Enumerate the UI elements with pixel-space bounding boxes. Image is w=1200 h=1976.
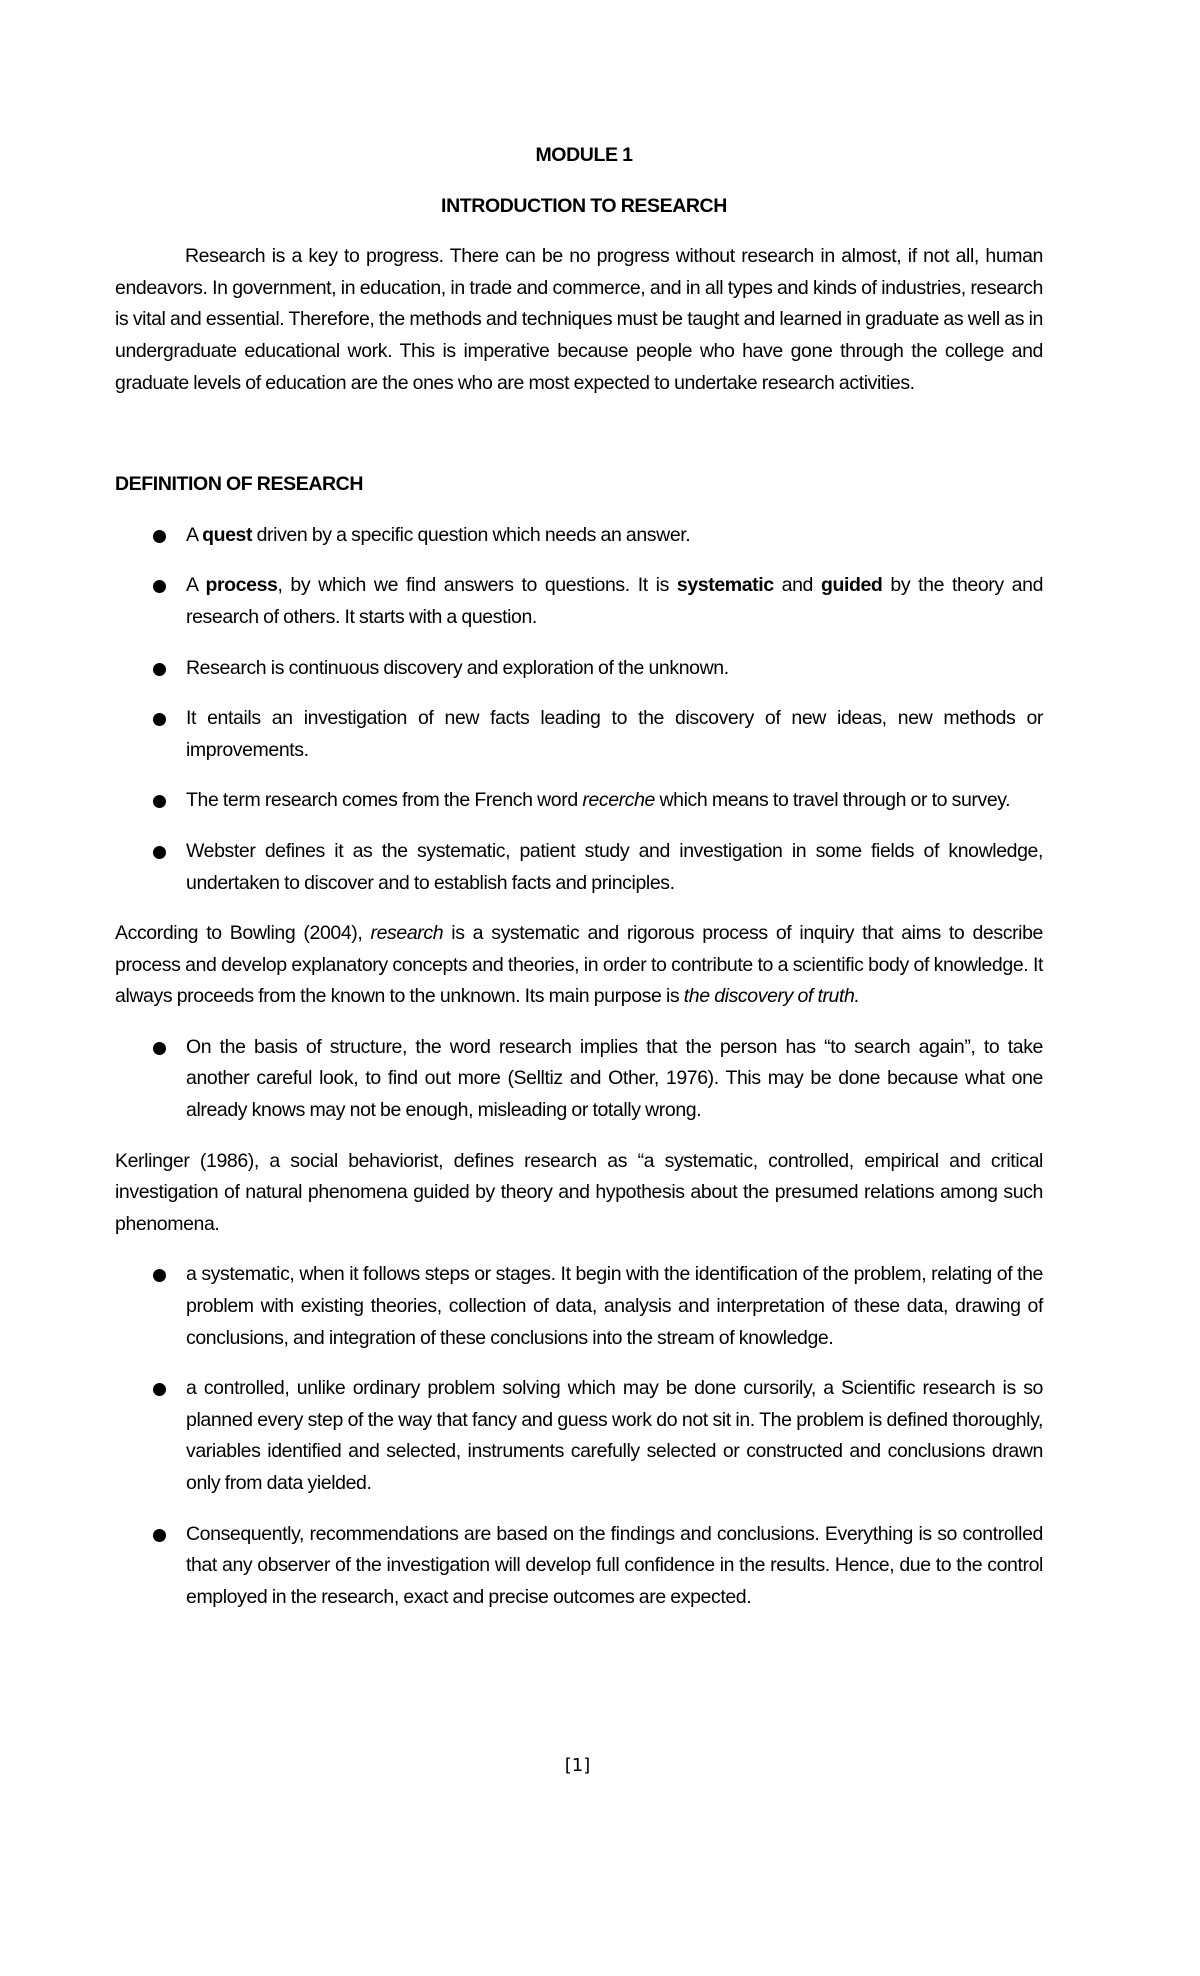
structure-list [115,1032,1043,1127]
bullet-icon [153,580,166,593]
definition-list [115,520,1043,899]
text-run: is a systematic and rigorous process of inquiry that aims to describe process and develop explanatory concepts and theories, in order to contribute to a scientific body of knowledge. It always proceeds from the known to the unknown. Its main purpose is [115,922,1043,1008]
bold-term-guided: guided [820,574,883,597]
kerlinger-item-controlled [115,1373,1043,1499]
document-body [115,140,1043,1613]
bold-term-systematic: systematic [676,574,774,597]
text-run: On the basis of structure, the word research implies that the person has “to search again”, to take another careful look, to find out more (Selltiz and Other, 1976). This may be done because what one already knows may not be enough, misleading or totally wrong. [186,1035,1043,1122]
bullet-icon [153,713,166,726]
definition-item-continuous [115,653,1043,685]
section-title: INTRODUCTION TO RESEARCH [441,194,727,217]
definition-heading: DEFINITION OF RESEARCH [115,473,364,496]
text-run: It entails an investigation of new facts leading to the discovery of new ideas, new methods or improvements. [186,707,1043,761]
bullet-icon [153,795,166,808]
text-run: , by which we find answers to questions. It is [277,574,677,597]
bold-term-process: process [205,574,278,597]
definition-item-investigation [115,703,1043,766]
bowling-paragraph [115,918,1043,1013]
text-run: by the theory and research of others. It starts with a question. [186,574,1044,628]
definition-item-quest [115,520,1043,552]
bullet-icon [153,1529,166,1542]
italic-term-truth: the discovery of truth. [683,985,860,1008]
text-run: and [773,574,821,597]
definition-item-webster [115,836,1043,899]
bold-term-quest: quest [202,523,253,546]
module-title: MODULE 1 [535,144,633,166]
text-run: A [186,574,206,597]
intro-paragraph: Research is a key to progress. There can be no progress without research in almost, if not all, human endeavors. In government, in education, in trade and commerce, and in all types and kinds of industries, research is vital and essential. Therefore, the methods and techniques must be taught and learned in graduate as well as in undergraduate educational work. This is imperative because people who have gone through the college and graduate levels of education are the ones who are most expected to undertake research activities. [115,245,1043,394]
text-run: The term research comes from the French word [186,789,583,812]
text-run: which means to travel through or to survey. [654,789,1011,812]
bullet-icon [153,663,166,676]
bullet-icon [153,1042,166,1055]
text-run: Consequently, recommendations are based on the findings and conclusions. Everything is so controlled that any observer of the investigation will develop full confidence in the results. Hence, due to the control employed in the research, exact and precise outcomes are expected. [186,1522,1043,1608]
kerlinger-paragraph: Kerlinger (1986), a social behaviorist, defines research as “a systematic, controlled, empirical and critical investigation of natural phenomena guided by theory and hypothesis about the presumed relations among such phenomena. [115,1149,1043,1235]
text-run: a systematic, when it follows steps or stages. It begin with the identification of the problem, relating of the problem with existing theories, collection of data, analysis and interpretation of these data, drawing of conclusions, and integration of these conclusions into the stream of knowledge. [186,1263,1043,1349]
definition-item-process [115,570,1043,633]
text-run: According to Bowling (2004), [115,922,371,945]
text-run: Research is continuous discovery and exploration of the unknown. [186,656,729,679]
page-number: [1] [564,1755,591,1776]
bullet-icon [153,1269,166,1282]
italic-term-research: research [370,922,444,945]
kerlinger-item-consequently [115,1519,1043,1614]
definition-item-etymology [115,785,1043,817]
structure-item [115,1032,1043,1127]
bullet-icon [153,1383,166,1396]
bullet-icon [153,846,166,859]
italic-term-recerche: recerche [582,789,655,812]
bullet-icon [153,530,166,543]
text-run: Webster defines it as the systematic, patient study and investigation in some fields of knowledge, undertaken to discover and to establish facts and principles. [186,839,1043,894]
text-run: A [186,523,203,546]
text-run: driven by a specific question which needs an answer. [252,523,691,546]
kerlinger-item-systematic [115,1259,1043,1354]
text-run: a controlled, unlike ordinary problem solving which may be done cursorily, a Scientific research is so planned every step of the way that fancy and guess work do not sit in. The problem is defined thoroughly, variables identified and selected, instruments carefully selected or constructed and conclusions drawn only from data yielded. [186,1377,1043,1494]
kerlinger-list [115,1259,1043,1613]
